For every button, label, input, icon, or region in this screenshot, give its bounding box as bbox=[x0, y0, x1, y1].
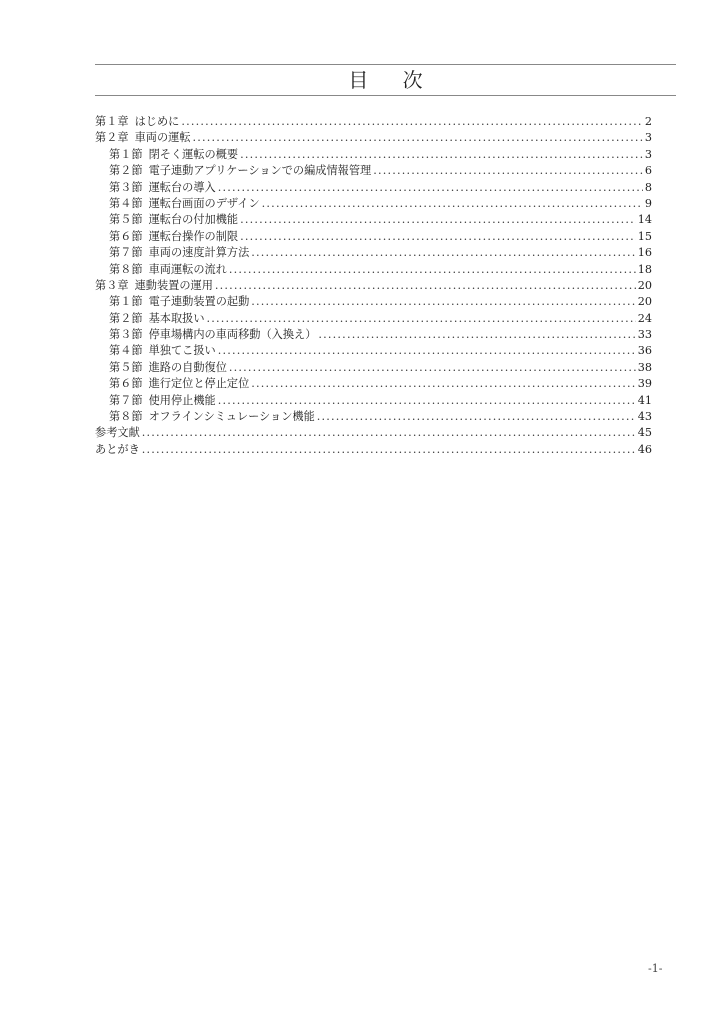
toc-section-entry[interactable] bbox=[95, 409, 652, 425]
toc-entry-title: はじめに bbox=[134, 115, 180, 128]
toc-entry-number: 第３章 bbox=[95, 278, 129, 292]
dot-leader bbox=[229, 262, 636, 278]
toc-page-number: 16 bbox=[637, 246, 652, 260]
dot-leader bbox=[218, 343, 636, 359]
page-title: 目 次 bbox=[348, 68, 437, 92]
dot-leader bbox=[229, 360, 636, 376]
toc-section-entry[interactable] bbox=[95, 196, 652, 212]
toc-page-number: 24 bbox=[637, 311, 652, 325]
toc-chapter-entry[interactable] bbox=[95, 442, 652, 458]
toc-entry-label bbox=[109, 360, 227, 376]
toc-page-number: 3 bbox=[644, 131, 652, 145]
toc-entry-title: 停車場構内の車両移動（入換え） bbox=[148, 328, 317, 342]
title-block bbox=[95, 64, 676, 96]
dot-leader bbox=[215, 278, 636, 294]
toc-section-entry[interactable] bbox=[95, 376, 652, 392]
toc-entry-title: 運転台画面のデザイン bbox=[148, 196, 260, 210]
toc-page-number: 33 bbox=[637, 328, 652, 342]
toc-entry-title: 使用停止機能 bbox=[148, 393, 216, 407]
toc-entry-number: 第５節 bbox=[109, 360, 143, 374]
toc-section-entry[interactable] bbox=[95, 163, 652, 179]
toc-entry-label bbox=[109, 212, 238, 228]
toc-chapter-entry[interactable] bbox=[95, 130, 652, 146]
toc-page-number: 18 bbox=[637, 262, 652, 276]
toc-entry-number: 第１節 bbox=[109, 147, 143, 161]
toc-entry-label bbox=[109, 409, 315, 425]
toc-page-number: 20 bbox=[637, 295, 652, 309]
dot-leader bbox=[142, 442, 636, 458]
toc-chapter-entry[interactable] bbox=[95, 278, 652, 294]
toc-entry-label bbox=[95, 425, 140, 441]
toc-page-number: 38 bbox=[637, 360, 652, 374]
toc-page-number: 43 bbox=[637, 410, 652, 424]
dot-leader bbox=[373, 163, 643, 179]
toc-entry-number: 第３節 bbox=[109, 180, 143, 194]
dot-leader bbox=[251, 245, 635, 261]
toc-entry-label bbox=[95, 278, 213, 294]
toc-entry-number: 第２章 bbox=[95, 131, 129, 145]
toc-entry-label bbox=[109, 229, 238, 245]
toc-entry-number: 第１章 bbox=[95, 115, 129, 128]
toc-entry-label bbox=[109, 376, 249, 392]
toc-section-entry[interactable] bbox=[95, 343, 652, 359]
toc-section-entry[interactable] bbox=[95, 147, 652, 163]
toc-entry-label bbox=[109, 343, 216, 359]
toc-entry-title: 運転台の付加機能 bbox=[148, 213, 239, 227]
toc-entry-number: 第２節 bbox=[109, 311, 143, 325]
dot-leader bbox=[193, 130, 643, 146]
toc-section-entry[interactable] bbox=[95, 245, 652, 261]
toc-entry-number: 第４節 bbox=[109, 344, 143, 358]
toc-chapter-entry[interactable] bbox=[95, 114, 652, 130]
toc-entry-number: 第４節 bbox=[109, 196, 143, 210]
toc-entry-number: 第７節 bbox=[109, 246, 143, 260]
toc-entry-number: 第６節 bbox=[109, 377, 143, 391]
toc-entry-label bbox=[95, 442, 140, 458]
toc-page-number: 20 bbox=[637, 278, 652, 292]
dot-leader bbox=[251, 294, 635, 310]
toc-entry-label bbox=[109, 262, 227, 278]
toc-entry-number: 第７節 bbox=[109, 393, 143, 407]
toc-entry-label bbox=[95, 114, 179, 130]
dot-leader bbox=[142, 425, 636, 441]
toc-entry-title: 基本取扱い bbox=[148, 311, 205, 325]
dot-leader bbox=[318, 327, 635, 343]
toc-entry-number: 第８節 bbox=[109, 410, 143, 424]
toc-section-entry[interactable] bbox=[95, 262, 652, 278]
toc-section-entry[interactable] bbox=[95, 294, 652, 310]
toc-page-number: 41 bbox=[637, 393, 652, 407]
page-number: -1- bbox=[648, 962, 663, 975]
toc-entry-title: 単独てこ扱い bbox=[148, 344, 216, 358]
dot-leader bbox=[207, 311, 636, 327]
toc-entry-title: 進行定位と停止定位 bbox=[148, 377, 250, 391]
toc-page-number: 14 bbox=[637, 213, 652, 227]
toc-entry-label bbox=[109, 147, 238, 163]
toc-page-number: 46 bbox=[637, 442, 652, 456]
dot-leader bbox=[251, 376, 635, 392]
toc-page-number: 39 bbox=[637, 377, 652, 391]
toc-page-number: 9 bbox=[644, 196, 652, 210]
toc-entry-label bbox=[109, 294, 249, 310]
bottom-rule bbox=[95, 95, 676, 96]
toc-entry-label bbox=[109, 393, 216, 409]
toc-section-entry[interactable] bbox=[95, 311, 652, 327]
toc-entry-title: 運転台操作の制限 bbox=[148, 229, 239, 243]
toc-entry-title: 進路の自動復位 bbox=[148, 360, 227, 374]
toc-entry-title: 車両の速度計算方法 bbox=[148, 246, 250, 260]
toc-page-number: 2 bbox=[644, 115, 652, 128]
toc-entry-number: 第８節 bbox=[109, 262, 143, 276]
toc-entry-number: 第６節 bbox=[109, 229, 143, 243]
toc-entry-title: 参考文献 bbox=[95, 426, 140, 440]
toc-entry-title: 車両運転の流れ bbox=[148, 262, 227, 276]
toc-entry-title: 連動装置の運用 bbox=[134, 278, 213, 292]
toc-entry-label bbox=[109, 180, 216, 196]
toc-page-number: 8 bbox=[644, 180, 652, 194]
toc-page-number: 36 bbox=[637, 344, 652, 358]
dot-leader bbox=[262, 196, 643, 212]
dot-leader bbox=[240, 212, 636, 228]
dot-leader bbox=[218, 393, 636, 409]
dot-leader bbox=[240, 147, 643, 163]
toc-page-number: 3 bbox=[644, 147, 652, 161]
toc-page-number: 6 bbox=[644, 164, 652, 178]
table-of-contents bbox=[95, 114, 652, 458]
toc-section-entry[interactable] bbox=[95, 393, 652, 409]
toc-section-entry[interactable] bbox=[95, 212, 652, 228]
toc-section-entry[interactable] bbox=[95, 229, 652, 245]
dot-leader bbox=[218, 180, 643, 196]
toc-entry-title: あとがき bbox=[95, 442, 140, 456]
toc-entry-number: 第２節 bbox=[109, 164, 143, 178]
toc-page-number: 15 bbox=[637, 229, 652, 243]
toc-entry-number: 第５節 bbox=[109, 213, 143, 227]
toc-entry-title: 電子連動装置の起動 bbox=[148, 295, 250, 309]
toc-entry-label bbox=[95, 130, 191, 146]
toc-entry-label bbox=[109, 163, 371, 179]
toc-entry-number: 第３節 bbox=[109, 328, 143, 342]
dot-leader bbox=[181, 114, 643, 130]
dot-leader bbox=[240, 229, 636, 245]
toc-entry-label bbox=[109, 311, 205, 327]
toc-entry-title: 閉そく運転の概要 bbox=[148, 147, 239, 161]
toc-entry-number: 第１節 bbox=[109, 295, 143, 309]
toc-section-entry[interactable] bbox=[95, 327, 652, 343]
toc-entry-title: オフラインシミュレーション機能 bbox=[148, 410, 315, 424]
dot-leader bbox=[317, 409, 636, 425]
toc-section-entry[interactable] bbox=[95, 360, 652, 376]
toc-section-entry[interactable] bbox=[95, 180, 652, 196]
toc-entry-label bbox=[109, 327, 316, 343]
toc-chapter-entry[interactable] bbox=[95, 425, 652, 441]
toc-entry-label bbox=[109, 245, 249, 261]
toc-entry-title: 運転台の導入 bbox=[148, 180, 216, 194]
toc-entry-title: 車両の運転 bbox=[134, 131, 191, 145]
toc-entry-label bbox=[109, 196, 260, 212]
toc-page-number: 45 bbox=[637, 426, 652, 440]
toc-entry-title: 電子連動アプリケーションでの編成情報管理 bbox=[148, 164, 372, 178]
